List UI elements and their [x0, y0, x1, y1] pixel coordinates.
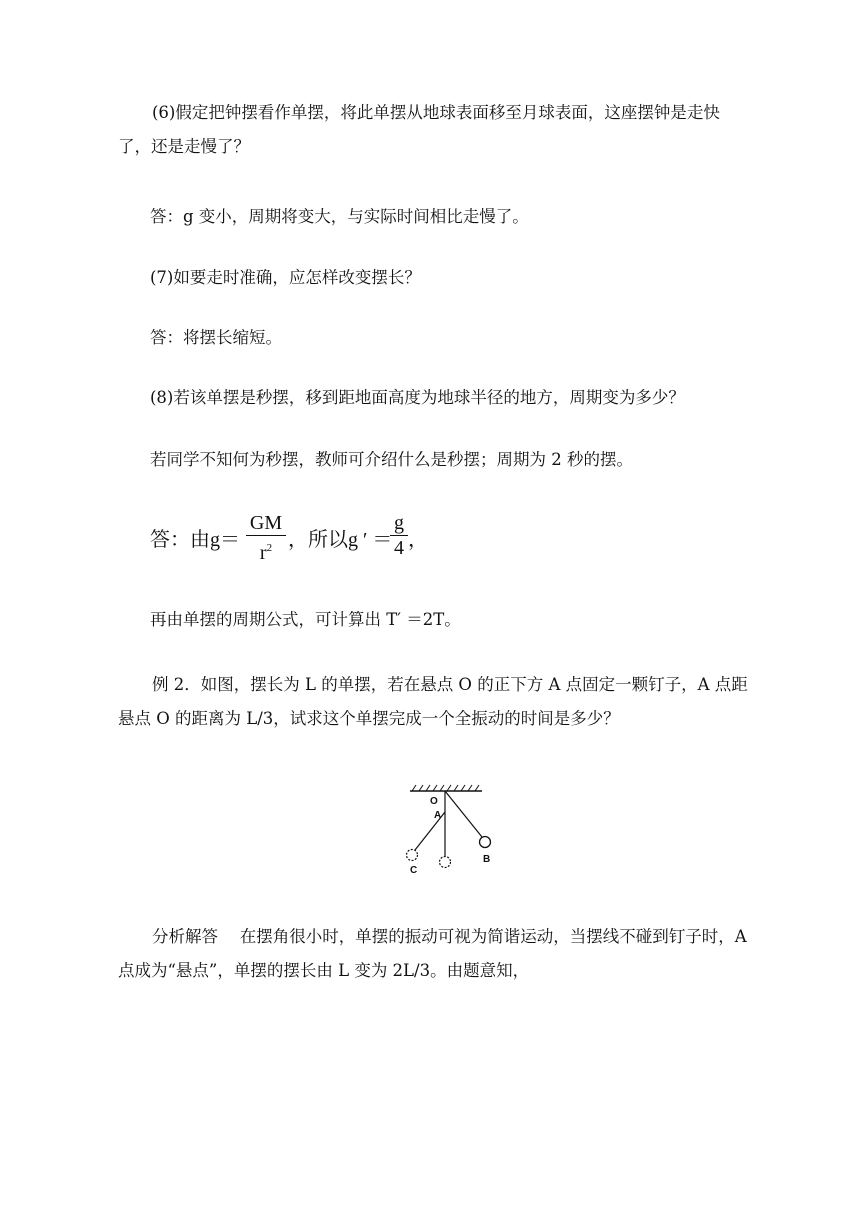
formula-prefix: 答：由g＝ [150, 529, 240, 551]
answer-6: 答：g 变小，周期将变大，与实际时间相比走慢了。 [150, 207, 529, 226]
note-seconds-pendulum: 若同学不知何为秒摆，教师可介绍什么是秒摆；周期为 2 秒的摆。 [150, 450, 633, 469]
fraction-numerator-gm: GM [249, 512, 283, 534]
analysis: 分析解答 在摆角很小时，单摆的振动可视为简谐运动，当摆线不碰到钉子时，A 点成为“悬点”，单摆的摆长由 L 变为 2L/3。由题意知， [118, 927, 747, 980]
label-a: A [434, 810, 442, 821]
result-8: 再由单摆的周期公式，可计算出 T′ ＝2T。 [150, 610, 461, 629]
question-8: (8)若该单摆是秒摆，移到距地面高度为地球半径的地方，周期变为多少？ [150, 388, 685, 407]
fraction-denominator-4: 4 [394, 537, 404, 559]
ceiling-hatch [412, 785, 479, 791]
formula-fraction-g-4 [390, 512, 408, 559]
bob-b [480, 837, 491, 848]
bob-bottom [440, 857, 451, 868]
formula-middle: ，所以g ′ ＝ [288, 529, 393, 551]
question-7: (7)如要走时准确，应怎样改变摆长？ [150, 268, 421, 287]
formula-suffix: ， [408, 529, 428, 551]
label-o: O [430, 796, 438, 807]
string-to-b [445, 791, 482, 837]
answer-7: 答：将摆长缩短。 [150, 328, 282, 347]
pendulum-figure [400, 776, 500, 876]
fraction-numerator-g: g [394, 512, 404, 534]
label-b: B [483, 854, 491, 865]
question-6: (6)假定把钟摆看作单摆，将此单摆从地球表面移至月球表面，这座摆钟是走快了，还是走慢了？ [118, 103, 720, 156]
formula-fraction-gm-r2 [246, 512, 286, 564]
fraction-denominator-r2: $r^2$ [259, 542, 273, 564]
example-2: 例 2．如图，摆长为 L 的单摆，若在悬点 O 的正下方 A 点固定一颗钉子，A 点距悬点 O 的距离为 L/3，试求这个单摆完成一个全振动的时间是多少？ [118, 675, 748, 728]
pendulum-diagram [400, 776, 500, 876]
label-c: C [410, 865, 418, 876]
bob-c [407, 850, 418, 861]
fraction-bar [390, 535, 408, 536]
fraction-bar [246, 535, 286, 536]
